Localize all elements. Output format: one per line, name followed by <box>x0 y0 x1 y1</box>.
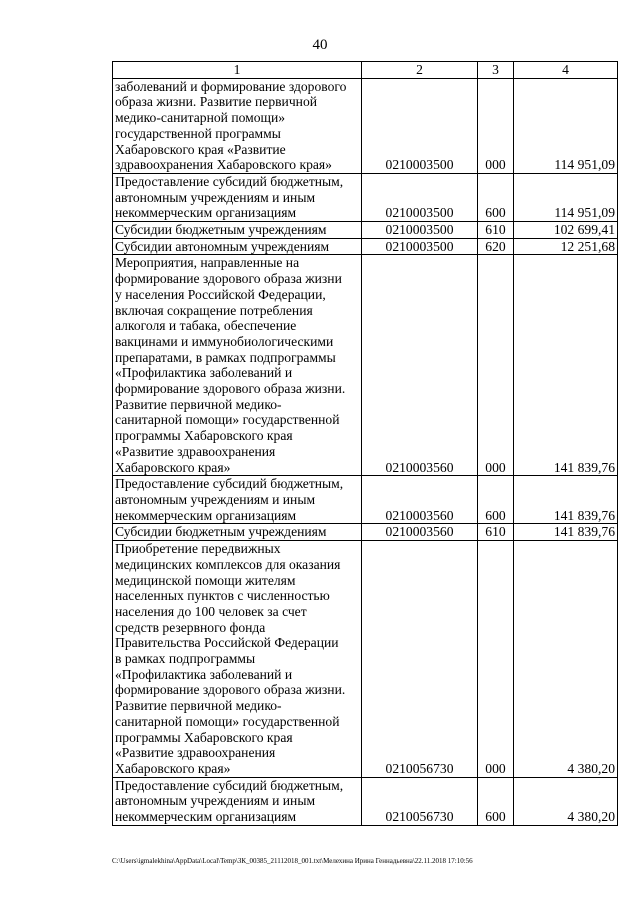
row-type: 610 <box>478 222 514 239</box>
row-name: Субсидии бюджетным учреждениям <box>113 524 362 541</box>
row-type: 600 <box>478 777 514 825</box>
row-sum: 141 839,76 <box>514 476 618 524</box>
row-code: 0210003500 <box>362 78 478 173</box>
row-type: 000 <box>478 541 514 778</box>
row-type: 000 <box>478 78 514 173</box>
row-code: 0210003560 <box>362 476 478 524</box>
row-name: Предоставление субсидий бюджетным, автономным учреждениям и иным некоммерческим организациям <box>113 173 362 221</box>
table-row <box>113 255 618 476</box>
row-sum: 114 951,09 <box>514 78 618 173</box>
table-row <box>113 524 618 541</box>
column-header-sum: 4 <box>514 62 618 79</box>
footer-file-path: C:\Users\igmalekhina\AppData\Local\Temp\ЗК_00385_21112018_001.txt\Мелехина Ирина Геннадьевна\22.11.2018 17:10:56 <box>112 857 473 865</box>
column-header-type: 3 <box>478 62 514 79</box>
row-code: 0210003560 <box>362 255 478 476</box>
table-row <box>113 238 618 255</box>
row-code: 0210003500 <box>362 173 478 221</box>
table-row <box>113 222 618 239</box>
row-type: 600 <box>478 173 514 221</box>
column-header-name: 1 <box>113 62 362 79</box>
row-code: 0210003560 <box>362 524 478 541</box>
row-sum: 4 380,20 <box>514 777 618 825</box>
row-name: Приобретение передвижных медицинских комплексов для оказания медицинской помощи жителям населенных пунктов с численностью населения до 100 человек за счет средств резервного фонда Правительства Российской Федерации в рамках подпрограммы «Профилактика заболеваний и формирование здорового образа жизни. Развитие первичной медико- санитарной помощи» государственной программы Хабаровского края «Развитие здравоохранения Хабаровского края» <box>113 541 362 778</box>
row-code: 0210003500 <box>362 238 478 255</box>
row-type: 600 <box>478 476 514 524</box>
table-row <box>113 78 618 173</box>
row-name: Мероприятия, направленные на формирование здорового образа жизни у населения Российской Федерации, включая сокращение потребления алкоголя и табака, обеспечение вакцинами и иммунобиологическими препаратами, в рамках подпрограммы «Профилактика заболеваний и формирование здорового образа жизни. Развитие первичной медико- санитарной помощи» государственной программы Хабаровского края «Развитие здравоохранения Хабаровского края» <box>113 255 362 476</box>
row-code: 0210056730 <box>362 541 478 778</box>
row-sum: 12 251,68 <box>514 238 618 255</box>
row-name: Предоставление субсидий бюджетным, автономным учреждениям и иным некоммерческим организациям <box>113 476 362 524</box>
row-code: 0210056730 <box>362 777 478 825</box>
row-sum: 102 699,41 <box>514 222 618 239</box>
row-code: 0210003500 <box>362 222 478 239</box>
table-row <box>113 541 618 778</box>
row-name: Субсидии автономным учреждениям <box>113 238 362 255</box>
page-number: 40 <box>312 37 328 53</box>
table-row <box>113 173 618 221</box>
table-row <box>113 476 618 524</box>
row-name: Субсидии бюджетным учреждениям <box>113 222 362 239</box>
row-type: 000 <box>478 255 514 476</box>
row-type: 620 <box>478 238 514 255</box>
row-sum: 141 839,76 <box>514 524 618 541</box>
row-sum: 141 839,76 <box>514 255 618 476</box>
column-header-code: 2 <box>362 62 478 79</box>
row-type: 610 <box>478 524 514 541</box>
row-sum: 114 951,09 <box>514 173 618 221</box>
budget-table <box>112 61 618 826</box>
row-sum: 4 380,20 <box>514 541 618 778</box>
row-name: Предоставление субсидий бюджетным, автономным учреждениям и иным некоммерческим организациям <box>113 777 362 825</box>
table-row <box>113 777 618 825</box>
row-name: заболеваний и формирование здорового образа жизни. Развитие первичной медико-санитарной помощи» государственной программы Хабаровского края «Развитие здравоохранения Хабаровского края» <box>113 78 362 173</box>
table-header-row <box>113 62 618 79</box>
